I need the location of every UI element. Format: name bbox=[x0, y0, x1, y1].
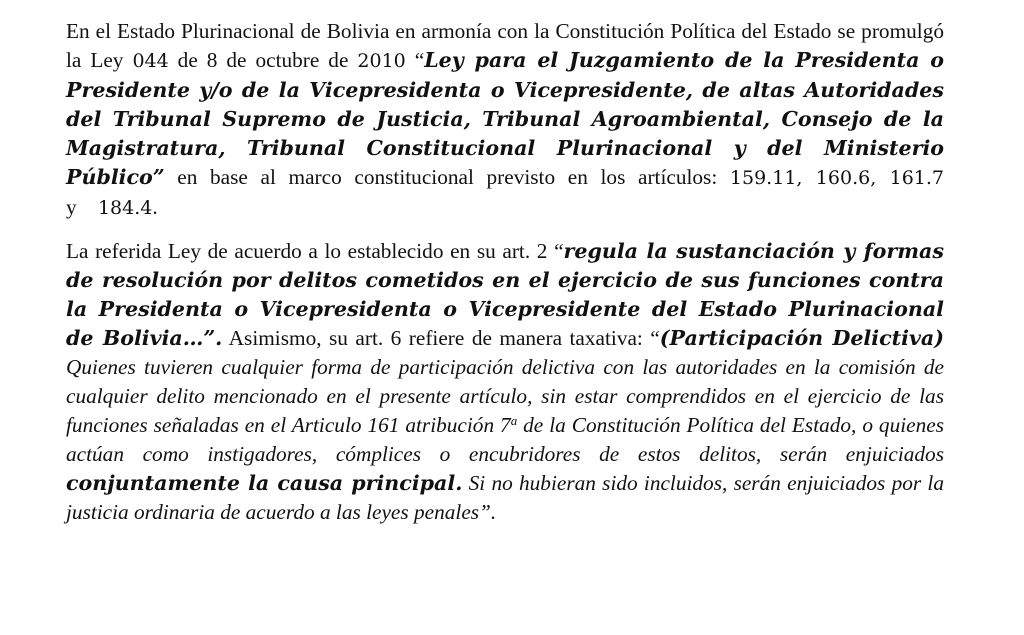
paragraph1-intro: En el Estado Plurinacional de Bolivia en armonía con la Constitución Política del Estado se promulgó la Ley bbox=[66, 19, 944, 72]
date-mid: de octubre de bbox=[217, 48, 358, 72]
quote-open: “ bbox=[405, 48, 425, 72]
document-page bbox=[66, 17, 944, 527]
paragraph-law-044 bbox=[66, 17, 944, 223]
after-title: en base al marco constitucional previsto en los artículos: bbox=[164, 165, 730, 189]
law-number: 044 bbox=[132, 50, 169, 72]
article-6-heading: (Participación Delictiva) bbox=[659, 326, 944, 350]
articles-last: 184.4 bbox=[97, 197, 153, 219]
date-prefix: de bbox=[168, 48, 207, 72]
ordinal-superscript: a bbox=[510, 413, 518, 428]
article-6-text-end: Si no hubieran sido incluidos, serán enjuiciados por la justicia ordinaria de acuerdo a las leyes penales”. bbox=[66, 471, 944, 524]
article-6-text: Quienes tuvieren cualquier forma de participación delictiva con las autoridades en la comisión de cualquier delito mencionado en el presente artículo, sin estar comprendidos en el ejercicio de las funciones señaladas en el Articulo 161 atribución 7 bbox=[66, 355, 944, 437]
date-year: 2010 bbox=[357, 50, 406, 72]
paragraph2-intro: La referida Ley de acuerdo a lo establecido en su art. 2 “ bbox=[66, 239, 564, 263]
paragraph-articles-2-and-6 bbox=[66, 237, 944, 527]
articles-list: 159.11, 160.6, 161.7 bbox=[729, 167, 944, 189]
articles-and: y bbox=[66, 195, 77, 219]
article-6-text-continued: de la Constitución Política del Estado, o quienes actúan como instigadores, cómplices o encubridores de estos delitos, serán enjuiciados bbox=[66, 413, 944, 466]
article-6-emphasis: conjuntamente la causa principal. bbox=[66, 471, 463, 495]
date-day: 8 bbox=[206, 48, 218, 72]
quote-article-2: regula la sustanciación y formas de resolución por delitos cometidos en el ejercicio de sus funciones contra la Presidenta o Vicepresidenta o Vicepresidente del Estado Plurinacional de Bolivia…”. bbox=[66, 239, 944, 350]
paragraph1-end: . bbox=[152, 195, 158, 219]
law-title: Ley para el Juzgamiento de la Presidenta o Presidente y/o de la Vicepresidenta o Vicepresidente, de altas Autoridades del Tribunal Supremo de Justicia, Tribunal Agroambiental, Consejo de la Magistratura, Tribunal Constitucional Plurinacional y del Ministerio Público” bbox=[66, 48, 945, 189]
paragraph2-middle: Asimismo, su art. 6 refiere de manera taxativa: “ bbox=[222, 326, 660, 350]
